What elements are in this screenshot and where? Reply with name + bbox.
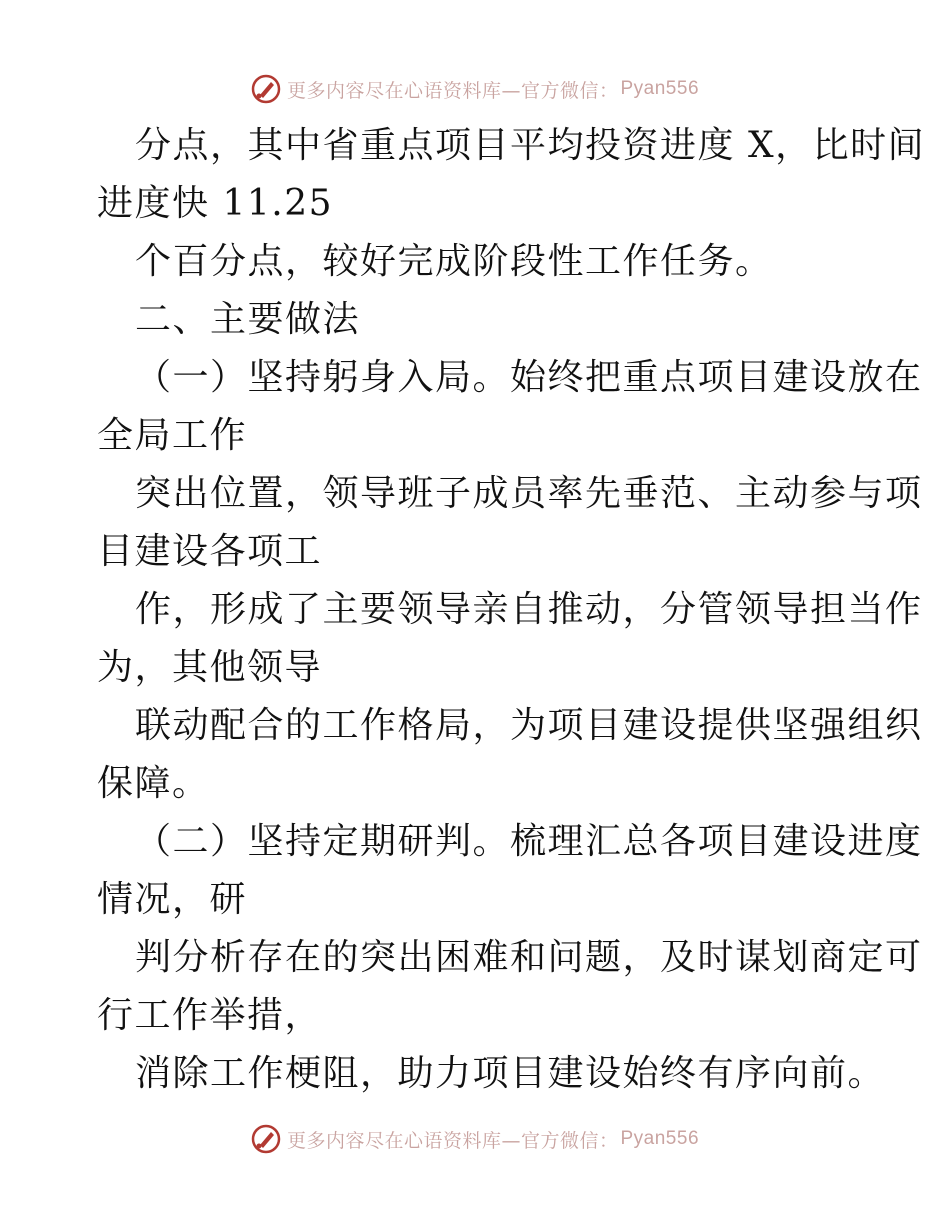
brand-logo-icon — [251, 74, 281, 104]
watermark-text: 更多内容尽在心语资料库—官方微信： — [286, 1129, 619, 1152]
text-line: 个百分点，较好完成阶段性工作任务。 — [135, 241, 773, 282]
text-line: 联动配合的工作格局，为项目建设提供坚强组织 — [135, 705, 923, 746]
brand-logo-icon — [251, 1124, 281, 1154]
text-line: （二）坚持定期研判。梳理汇总各项目建设进度 — [135, 821, 923, 862]
text-line: 为，其他领导 — [97, 647, 323, 688]
text-line: 分点，其中省重点项目平均投资进度 X，比时间 — [135, 125, 926, 166]
text-line: 全局工作 — [97, 415, 248, 456]
text-line: 保障。 — [97, 763, 210, 804]
text-line: 作，形成了主要领导亲自推动，分管领导担当作 — [135, 589, 923, 630]
text-line: 二、主要做法 — [135, 299, 361, 340]
watermark-wechat-id: Pyan556 — [620, 1128, 700, 1149]
text-line: 判分析存在的突出困难和问题，及时谋划商定可 — [135, 937, 923, 978]
text-line: 消除工作梗阻，助力项目建设始终有序向前。 — [135, 1053, 886, 1094]
text-line: 突出位置，领导班子成员率先垂范、主动参与项 — [135, 473, 923, 514]
text-line: （一）坚持躬身入局。始终把重点项目建设放在 — [135, 357, 923, 398]
header-watermark — [0, 72, 950, 106]
watermark-text: 更多内容尽在心语资料库—官方微信： — [286, 79, 619, 102]
watermark-wechat-id: Pyan556 — [620, 78, 700, 99]
document-body — [97, 117, 926, 1103]
footer-watermark — [0, 1122, 950, 1156]
text-line: 目建设各项工 — [97, 531, 323, 572]
text-line: 进度快 11.25 — [97, 183, 334, 224]
text-line: 行工作举措， — [97, 995, 323, 1036]
text-line: 情况，研 — [97, 879, 248, 920]
